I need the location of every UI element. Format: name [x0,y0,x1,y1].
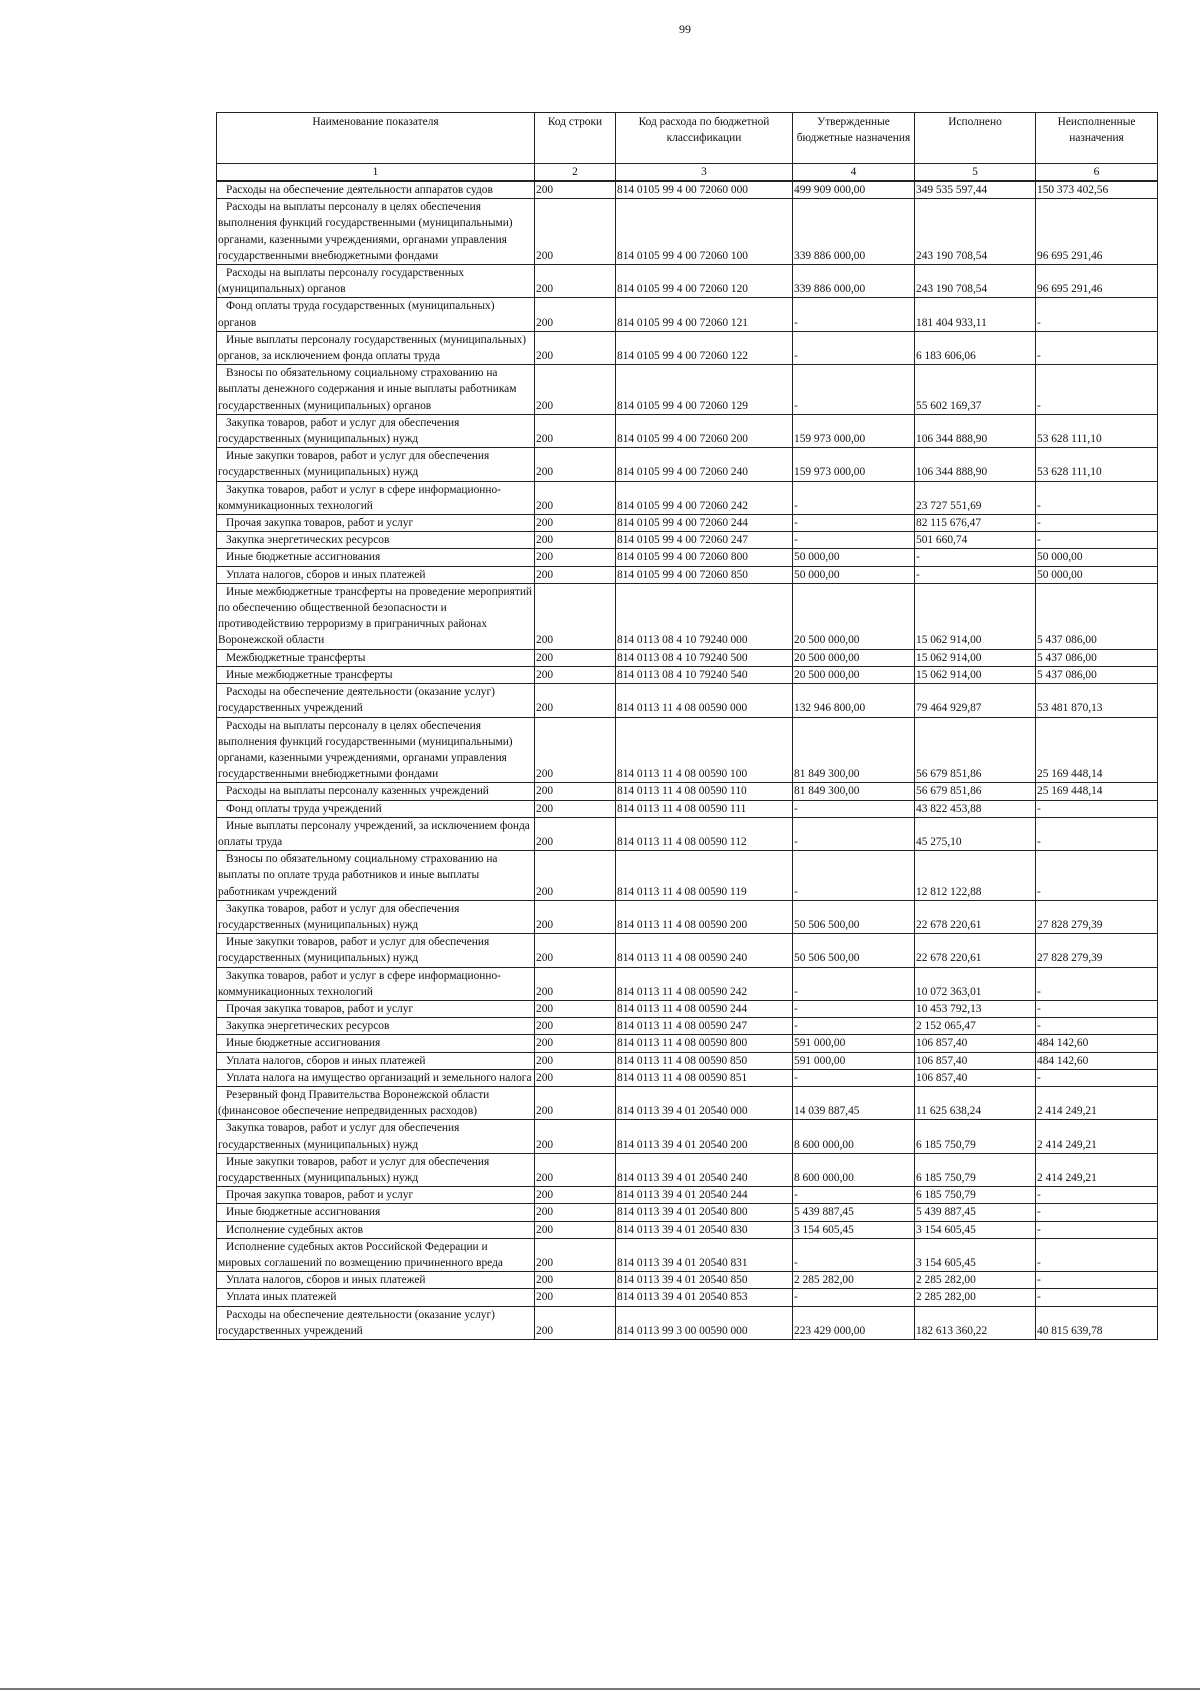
table-row [217,666,1158,683]
header-executed: Исполнено [915,113,1036,164]
row-approved: 591 000,00 [793,1052,915,1069]
row-executed: 243 190 708,54 [915,199,1036,265]
row-executed: 79 464 929,87 [915,684,1036,717]
row-name: Иные выплаты персоналу государственных (муниципальных) органов, за исключением фонда оплаты труда [217,331,535,364]
table-row [217,783,1158,800]
header-budget-code: Код расхода по бюджетной классификации [616,113,793,164]
row-executed: 22 678 220,61 [915,900,1036,933]
row-unexecuted: 27 828 279,39 [1036,900,1158,933]
row-approved: 50 506 500,00 [793,934,915,967]
row-unexecuted: - [1036,331,1158,364]
row-approved: 339 886 000,00 [793,265,915,298]
row-budget-code: 814 0105 99 4 00 72060 121 [616,298,793,331]
row-approved: - [793,331,915,364]
row-budget-code: 814 0113 11 4 08 00590 100 [616,717,793,783]
table-row [217,817,1158,850]
row-approved: - [793,1289,915,1306]
row-approved: - [793,1238,915,1271]
row-unexecuted: 25 169 448,14 [1036,783,1158,800]
row-budget-code: 814 0113 39 4 01 20540 853 [616,1289,793,1306]
row-unexecuted: - [1036,1289,1158,1306]
row-unexecuted: 2 414 249,21 [1036,1153,1158,1186]
row-line-code: 200 [535,1035,616,1052]
row-line-code: 200 [535,414,616,447]
row-unexecuted: - [1036,515,1158,532]
row-name: Расходы на обеспечение деятельности (оказание услуг) государственных учреждений [217,684,535,717]
row-unexecuted: 2 414 249,21 [1036,1120,1158,1153]
row-unexecuted: - [1036,1018,1158,1035]
row-name: Уплата иных платежей [217,1289,535,1306]
row-executed: 2 285 282,00 [915,1272,1036,1289]
row-name: Уплата налогов, сборов и иных платежей [217,566,535,583]
column-number: 5 [915,164,1036,182]
row-approved: 50 506 500,00 [793,900,915,933]
row-executed: 3 154 605,45 [915,1238,1036,1271]
row-executed: - [915,549,1036,566]
header-indicator-name: Наименование показателя [217,113,535,164]
row-approved: 20 500 000,00 [793,666,915,683]
row-executed: 15 062 914,00 [915,583,1036,649]
row-budget-code: 814 0113 39 4 01 20540 000 [616,1086,793,1119]
row-name: Уплата налогов, сборов и иных платежей [217,1052,535,1069]
row-name: Иные межбюджетные трансферты [217,666,535,683]
row-budget-code: 814 0113 39 4 01 20540 240 [616,1153,793,1186]
row-line-code: 200 [535,331,616,364]
row-budget-code: 814 0113 08 4 10 79240 500 [616,649,793,666]
row-approved: - [793,967,915,1000]
row-budget-code: 814 0105 99 4 00 72060 242 [616,481,793,514]
row-executed: 106 344 888,90 [915,414,1036,447]
row-unexecuted: - [1036,481,1158,514]
row-executed: 6 183 606,06 [915,331,1036,364]
row-unexecuted: 96 695 291,46 [1036,265,1158,298]
row-budget-code: 814 0105 99 4 00 72060 800 [616,549,793,566]
row-budget-code: 814 0113 39 4 01 20540 831 [616,1238,793,1271]
row-unexecuted: - [1036,800,1158,817]
row-unexecuted: 50 000,00 [1036,549,1158,566]
table-row [217,549,1158,566]
row-name: Закупка товаров, работ и услуг для обеспечения государственных (муниципальных) нужд [217,900,535,933]
row-executed: 45 275,10 [915,817,1036,850]
row-approved: 81 849 300,00 [793,717,915,783]
row-name: Уплата налогов, сборов и иных платежей [217,1272,535,1289]
table-row [217,331,1158,364]
row-name: Расходы на выплаты персоналу в целях обеспечения выполнения функций государственными (муниципальными) органами, казенными учреждениями, органами управления государственными внебюджетными фондами [217,199,535,265]
row-budget-code: 814 0113 11 4 08 00590 119 [616,851,793,901]
row-name: Расходы на обеспечение деятельности (оказание услуг) государственных учреждений [217,1306,535,1339]
row-line-code: 200 [535,566,616,583]
table-row [217,1187,1158,1204]
row-name: Иные закупки товаров, работ и услуг для обеспечения государственных (муниципальных) нужд [217,1153,535,1186]
row-unexecuted: - [1036,365,1158,415]
row-unexecuted: - [1036,1000,1158,1017]
row-line-code: 200 [535,1000,616,1017]
row-executed: 23 727 551,69 [915,481,1036,514]
row-line-code: 200 [535,481,616,514]
row-budget-code: 814 0105 99 4 00 72060 122 [616,331,793,364]
table-row [217,649,1158,666]
table-row [217,1052,1158,1069]
table-row [217,1221,1158,1238]
row-budget-code: 814 0113 99 3 00 00590 000 [616,1306,793,1339]
scan-edge-line [0,1688,1200,1690]
row-line-code: 200 [535,800,616,817]
row-approved: 5 439 887,45 [793,1204,915,1221]
table-row [217,717,1158,783]
row-approved: - [793,1000,915,1017]
table-row [217,1069,1158,1086]
row-unexecuted: 25 169 448,14 [1036,717,1158,783]
row-executed: 12 812 122,88 [915,851,1036,901]
row-line-code: 200 [535,934,616,967]
column-number: 6 [1036,164,1158,182]
row-unexecuted: 27 828 279,39 [1036,934,1158,967]
row-budget-code: 814 0113 11 4 08 00590 244 [616,1000,793,1017]
row-budget-code: 814 0105 99 4 00 72060 200 [616,414,793,447]
row-unexecuted: 484 142,60 [1036,1035,1158,1052]
row-name: Расходы на выплаты персоналу казенных учреждений [217,783,535,800]
row-executed: 106 857,40 [915,1035,1036,1052]
row-line-code: 200 [535,1153,616,1186]
row-unexecuted: - [1036,1272,1158,1289]
row-budget-code: 814 0105 99 4 00 72060 244 [616,515,793,532]
row-line-code: 200 [535,817,616,850]
row-approved: 20 500 000,00 [793,583,915,649]
row-name: Фонд оплаты труда государственных (муниципальных) органов [217,298,535,331]
table-row [217,298,1158,331]
row-executed: 15 062 914,00 [915,649,1036,666]
row-unexecuted: 5 437 086,00 [1036,583,1158,649]
row-unexecuted: - [1036,851,1158,901]
row-executed: 10 453 792,13 [915,1000,1036,1017]
row-line-code: 200 [535,1272,616,1289]
row-line-code: 200 [535,1187,616,1204]
row-line-code: 200 [535,967,616,1000]
row-budget-code: 814 0113 11 4 08 00590 000 [616,684,793,717]
row-executed: 22 678 220,61 [915,934,1036,967]
row-budget-code: 814 0113 11 4 08 00590 240 [616,934,793,967]
row-line-code: 200 [535,549,616,566]
row-line-code: 200 [535,583,616,649]
header-unexecuted: Неисполненные назначения [1036,113,1158,164]
row-budget-code: 814 0105 99 4 00 72060 100 [616,199,793,265]
table-row [217,1238,1158,1271]
row-executed: 2 152 065,47 [915,1018,1036,1035]
row-budget-code: 814 0113 11 4 08 00590 110 [616,783,793,800]
row-executed: 3 154 605,45 [915,1221,1036,1238]
table-row [217,265,1158,298]
row-budget-code: 814 0113 11 4 08 00590 851 [616,1069,793,1086]
table-row [217,566,1158,583]
row-line-code: 200 [535,181,616,199]
row-executed: 55 602 169,37 [915,365,1036,415]
row-budget-code: 814 0113 39 4 01 20540 850 [616,1272,793,1289]
row-approved: - [793,298,915,331]
row-budget-code: 814 0105 99 4 00 72060 240 [616,448,793,481]
row-budget-code: 814 0113 11 4 08 00590 850 [616,1052,793,1069]
row-approved: - [793,851,915,901]
row-executed: 243 190 708,54 [915,265,1036,298]
header-approved: Утвержденные бюджетные назначения [793,113,915,164]
row-unexecuted: 2 414 249,21 [1036,1086,1158,1119]
row-budget-code: 814 0113 11 4 08 00590 242 [616,967,793,1000]
row-name: Иные выплаты персоналу учреждений, за исключением фонда оплаты труда [217,817,535,850]
table-row [217,1306,1158,1339]
row-unexecuted: 40 815 639,78 [1036,1306,1158,1339]
row-unexecuted: - [1036,532,1158,549]
row-line-code: 200 [535,199,616,265]
table-row [217,1000,1158,1017]
table-row [217,1153,1158,1186]
row-approved: 3 154 605,45 [793,1221,915,1238]
table-row [217,1035,1158,1052]
row-approved: 20 500 000,00 [793,649,915,666]
row-line-code: 200 [535,448,616,481]
row-budget-code: 814 0113 39 4 01 20540 800 [616,1204,793,1221]
row-name: Взносы по обязательному социальному страхованию на выплаты по оплате труда работников и иные выплаты работникам учреждений [217,851,535,901]
row-unexecuted: 484 142,60 [1036,1052,1158,1069]
row-line-code: 200 [535,783,616,800]
row-executed: 5 439 887,45 [915,1204,1036,1221]
row-budget-code: 814 0113 08 4 10 79240 000 [616,583,793,649]
row-line-code: 200 [535,532,616,549]
table-row [217,800,1158,817]
row-budget-code: 814 0113 39 4 01 20540 830 [616,1221,793,1238]
row-unexecuted: - [1036,967,1158,1000]
table-row [217,851,1158,901]
row-name: Взносы по обязательному социальному страхованию на выплаты денежного содержания и иные выплаты работникам государственных (муниципальных) органов [217,365,535,415]
row-name: Закупка товаров, работ и услуг в сфере информационно-коммуникационных технологий [217,967,535,1000]
row-line-code: 200 [535,1018,616,1035]
table-row [217,1018,1158,1035]
row-line-code: 200 [535,1069,616,1086]
column-number: 4 [793,164,915,182]
row-budget-code: 814 0105 99 4 00 72060 247 [616,532,793,549]
row-line-code: 200 [535,1052,616,1069]
row-executed: 11 625 638,24 [915,1086,1036,1119]
row-name: Закупка товаров, работ и услуг в сфере информационно-коммуникационных технологий [217,481,535,514]
row-name: Прочая закупка товаров, работ и услуг [217,1000,535,1017]
row-unexecuted: 5 437 086,00 [1036,666,1158,683]
row-approved: 8 600 000,00 [793,1153,915,1186]
row-executed: 6 185 750,79 [915,1187,1036,1204]
row-name: Иные бюджетные ассигнования [217,549,535,566]
row-unexecuted: - [1036,1069,1158,1086]
row-line-code: 200 [535,298,616,331]
row-unexecuted: 53 628 111,10 [1036,414,1158,447]
table-row [217,414,1158,447]
table-row [217,448,1158,481]
row-name: Расходы на обеспечение деятельности аппаратов судов [217,181,535,199]
row-approved: 132 946 800,00 [793,684,915,717]
row-line-code: 200 [535,1221,616,1238]
row-budget-code: 814 0113 39 4 01 20540 244 [616,1187,793,1204]
row-line-code: 200 [535,1289,616,1306]
row-unexecuted: 53 628 111,10 [1036,448,1158,481]
table-row [217,1272,1158,1289]
row-executed: 6 185 750,79 [915,1153,1036,1186]
row-unexecuted: - [1036,817,1158,850]
row-approved: 8 600 000,00 [793,1120,915,1153]
column-number-row [217,164,1158,182]
row-line-code: 200 [535,666,616,683]
table-row [217,583,1158,649]
row-unexecuted: - [1036,1204,1158,1221]
row-unexecuted: 150 373 402,56 [1036,181,1158,199]
row-line-code: 200 [535,1086,616,1119]
row-approved: - [793,800,915,817]
table-body [217,181,1158,1340]
row-line-code: 200 [535,1204,616,1221]
table-row [217,1289,1158,1306]
row-approved: - [793,532,915,549]
row-name: Иные межбюджетные трансферты на проведение мероприятий по обеспечению общественной безопасности и противодействию терроризму в приграничных районах Воронежской области [217,583,535,649]
row-name: Расходы на выплаты персоналу государственных (муниципальных) органов [217,265,535,298]
row-approved: - [793,515,915,532]
row-approved: - [793,1069,915,1086]
column-number: 3 [616,164,793,182]
row-unexecuted: - [1036,1238,1158,1271]
row-approved: 499 909 000,00 [793,181,915,199]
row-approved: 159 973 000,00 [793,448,915,481]
row-executed: 2 285 282,00 [915,1289,1036,1306]
table-row [217,532,1158,549]
budget-execution-table [216,112,1158,1340]
column-number: 2 [535,164,616,182]
row-unexecuted: - [1036,298,1158,331]
row-name: Закупка товаров, работ и услуг для обеспечения государственных (муниципальных) нужд [217,1120,535,1153]
row-approved: 339 886 000,00 [793,199,915,265]
row-budget-code: 814 0113 39 4 01 20540 200 [616,1120,793,1153]
row-line-code: 200 [535,515,616,532]
row-executed: 181 404 933,11 [915,298,1036,331]
row-budget-code: 814 0113 11 4 08 00590 111 [616,800,793,817]
table-row [217,1120,1158,1153]
row-budget-code: 814 0113 08 4 10 79240 540 [616,666,793,683]
page-number: 99 [679,22,691,36]
row-name: Прочая закупка товаров, работ и услуг [217,1187,535,1204]
row-name: Иные закупки товаров, работ и услуг для обеспечения государственных (муниципальных) нужд [217,934,535,967]
column-number: 1 [217,164,535,182]
row-unexecuted: 96 695 291,46 [1036,199,1158,265]
row-executed: 6 185 750,79 [915,1120,1036,1153]
row-name: Иные бюджетные ассигнования [217,1035,535,1052]
row-approved: - [793,481,915,514]
row-unexecuted: 5 437 086,00 [1036,649,1158,666]
row-executed: 56 679 851,86 [915,783,1036,800]
row-budget-code: 814 0113 11 4 08 00590 247 [616,1018,793,1035]
row-executed: 82 115 676,47 [915,515,1036,532]
table-row [217,181,1158,199]
row-line-code: 200 [535,1120,616,1153]
row-executed: 43 822 453,88 [915,800,1036,817]
table-row [217,481,1158,514]
row-approved: 50 000,00 [793,549,915,566]
row-name: Иные закупки товаров, работ и услуг для обеспечения государственных (муниципальных) нужд [217,448,535,481]
row-executed: 501 660,74 [915,532,1036,549]
row-line-code: 200 [535,1306,616,1339]
row-approved: 81 849 300,00 [793,783,915,800]
row-executed: 106 857,40 [915,1052,1036,1069]
row-name: Резервный фонд Правительства Воронежской области (финансовое обеспечение непредвиденных расходов) [217,1086,535,1119]
row-line-code: 200 [535,265,616,298]
header-line-code: Код строки [535,113,616,164]
row-executed: 15 062 914,00 [915,666,1036,683]
table-row [217,900,1158,933]
row-approved: - [793,365,915,415]
row-executed: 182 613 360,22 [915,1306,1036,1339]
table-header-row [217,113,1158,164]
row-line-code: 200 [535,1238,616,1271]
row-name: Исполнение судебных актов [217,1221,535,1238]
row-approved: 223 429 000,00 [793,1306,915,1339]
row-line-code: 200 [535,684,616,717]
row-line-code: 200 [535,851,616,901]
row-approved: 591 000,00 [793,1035,915,1052]
row-name: Закупка товаров, работ и услуг для обеспечения государственных (муниципальных) нужд [217,414,535,447]
row-unexecuted: 50 000,00 [1036,566,1158,583]
row-line-code: 200 [535,649,616,666]
row-approved: 50 000,00 [793,566,915,583]
row-name: Межбюджетные трансферты [217,649,535,666]
row-line-code: 200 [535,365,616,415]
row-budget-code: 814 0105 99 4 00 72060 850 [616,566,793,583]
row-budget-code: 814 0113 11 4 08 00590 200 [616,900,793,933]
row-approved: 2 285 282,00 [793,1272,915,1289]
row-line-code: 200 [535,717,616,783]
row-approved: - [793,1187,915,1204]
table-row [217,365,1158,415]
table-row [217,1204,1158,1221]
row-name: Уплата налога на имущество организаций и земельного налога [217,1069,535,1086]
row-name: Закупка энергетических ресурсов [217,1018,535,1035]
row-executed: 56 679 851,86 [915,717,1036,783]
row-executed: 106 344 888,90 [915,448,1036,481]
row-executed: 106 857,40 [915,1069,1036,1086]
row-approved: - [793,1018,915,1035]
row-budget-code: 814 0105 99 4 00 72060 129 [616,365,793,415]
row-name: Расходы на выплаты персоналу в целях обеспечения выполнения функций государственными (муниципальными) органами, казенными учреждениями, органами управления государственными внебюджетными фондами [217,717,535,783]
row-unexecuted: 53 481 870,13 [1036,684,1158,717]
row-name: Исполнение судебных актов Российской Федерации и мировых соглашений по возмещению причиненного вреда [217,1238,535,1271]
row-budget-code: 814 0113 11 4 08 00590 800 [616,1035,793,1052]
row-budget-code: 814 0113 11 4 08 00590 112 [616,817,793,850]
row-budget-code: 814 0105 99 4 00 72060 120 [616,265,793,298]
table-row [217,967,1158,1000]
row-budget-code: 814 0105 99 4 00 72060 000 [616,181,793,199]
row-name: Фонд оплаты труда учреждений [217,800,535,817]
row-name: Прочая закупка товаров, работ и услуг [217,515,535,532]
row-name: Закупка энергетических ресурсов [217,532,535,549]
row-executed: - [915,566,1036,583]
row-approved: 159 973 000,00 [793,414,915,447]
row-executed: 10 072 363,01 [915,967,1036,1000]
table-row [217,515,1158,532]
table-row [217,684,1158,717]
row-name: Иные бюджетные ассигнования [217,1204,535,1221]
row-approved: 14 039 887,45 [793,1086,915,1119]
table-row [217,199,1158,265]
row-line-code: 200 [535,900,616,933]
row-executed: 349 535 597,44 [915,181,1036,199]
row-unexecuted: - [1036,1221,1158,1238]
row-approved: - [793,817,915,850]
table-row [217,1086,1158,1119]
table-row [217,934,1158,967]
row-unexecuted: - [1036,1187,1158,1204]
